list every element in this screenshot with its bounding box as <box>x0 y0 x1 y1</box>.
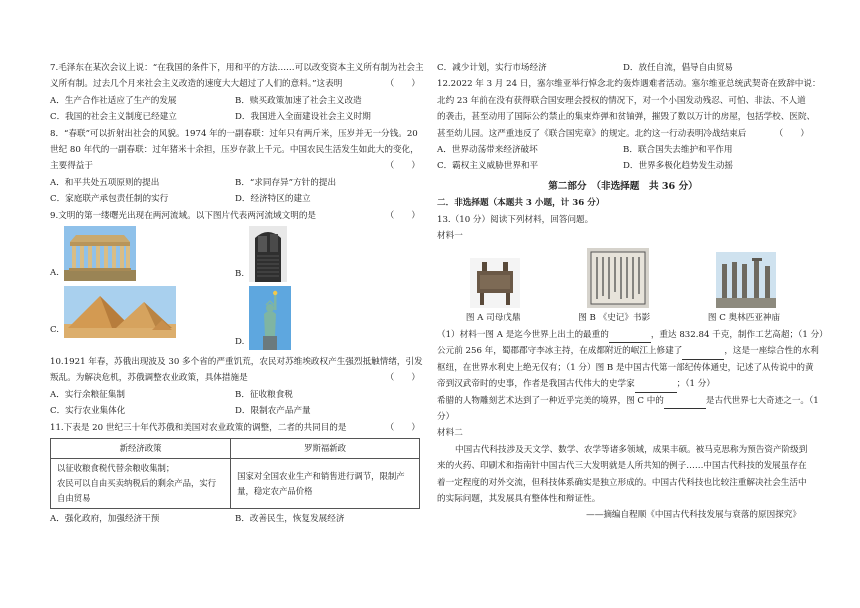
q10-option-b[interactable]: B．征收粮食税 <box>235 389 293 400</box>
q11-option-b[interactable]: B．改善民生，恢复发展经济 <box>235 514 345 525</box>
q9-answer-paren: （ ） <box>385 210 420 221</box>
question-9 <box>50 208 420 352</box>
q13-part1-line-3: 枢纽，在世界水利史上绝无仅有；（1 分）图 B 是中国古代第一部纪传体通史，记述了从传说中的黄 <box>437 362 814 373</box>
material-two-text-1: 中国古代科技涉及天文学、数学、农学等诸多领域，成果丰硕。被马克思称为预告资产阶级到 <box>455 444 808 455</box>
material-two-label: 材料二 <box>437 428 463 439</box>
question-10 <box>50 354 423 420</box>
policy-comparison-table <box>50 438 420 509</box>
material-two-text-2: 来的火药、印刷术和指南针中国古代三大发明就是人所共知的例子……中国古代科技的发展虽存在 <box>437 461 807 472</box>
q11-option-d[interactable]: D．放任自流，倡导自由贸易 <box>623 63 734 73</box>
q7-options-row-1 <box>50 93 420 109</box>
q11-option-a[interactable]: A．强化政府，加强经济干预 <box>50 514 160 525</box>
bronze-ding-image <box>470 258 520 308</box>
material-one-figures <box>437 246 809 308</box>
question-12 <box>437 76 821 174</box>
table-cell-nep: 以征收粮食税代替余粮收集制； 农民可以自由买卖纳税后的剩余产品，实行 自由贸易 <box>51 459 231 509</box>
q13-part1-line-5: 希腊的人物雕刻艺术达到了一种近乎完美的境界，图 C 中的 是古代世界七大奇迹之一。（1 <box>437 393 809 409</box>
q13-part1-line-6: 分） <box>437 411 455 422</box>
q10-answer-paren: （ ） <box>385 373 420 384</box>
q12-option-b[interactable]: B．联合国失去维护和平作用 <box>623 145 733 156</box>
q7-stem-2: 义所有制。过去几个月来社会主义改造的速度大大超过了人们的意料。”这表明 <box>50 79 343 90</box>
q13-part1-line-1: （1）材料一图 A 是迄今世界上出土的最重的 ，重达 832.84 千克，制作工艺高超；（1 分） <box>437 327 809 343</box>
answer-blank-1[interactable] <box>609 332 651 343</box>
caption-figure-c: 图 C 奥林匹亚神庙 <box>707 313 781 324</box>
q7-options-row-2 <box>50 109 420 125</box>
table-header-nep: 新经济政策 <box>51 439 231 459</box>
q13-stem: 13.（10 分）阅读下列材料，回答问题。 <box>437 214 594 225</box>
shiji-book-image <box>587 248 649 308</box>
q12-option-c[interactable]: C．霸权主义威胁世界和平 <box>437 161 539 172</box>
q12-option-a[interactable]: A．世界动荡带来经济破坏 <box>437 145 538 156</box>
q8-option-d[interactable]: D．经济特区的建立 <box>235 194 311 205</box>
q7-option-c[interactable]: C．我国的社会主义制度已经建立 <box>50 112 177 123</box>
caption-figure-b: 图 B 《史记》书影 <box>578 313 651 324</box>
q7-answer-paren: （ ） <box>385 79 420 90</box>
table-header-new-deal: 罗斯福新政 <box>231 439 420 459</box>
right-column <box>437 60 828 524</box>
q10-stem-2: 叛乱。为解决危机，苏俄调整农业政策，具体措施是 <box>50 373 248 384</box>
q12-stem-4: 甚至幼儿园。这严重违反了《联合国宪章》的规定。北约这一行动表明冷战结束后 <box>437 128 747 139</box>
question-7 <box>50 60 424 126</box>
question-13 <box>437 212 828 524</box>
pyramids-image[interactable] <box>64 286 176 338</box>
q8-stem-1: 8．“春联”可以折射出社会的风貌。1974 年的一副春联：过年只有两斤米，压岁并无一分钱。20 <box>50 128 418 139</box>
q12-stem-1: 12.2022 年 3 月 24 日，塞尔维亚举行悼念北约轰炸遇难者活动。塞尔维亚总统武契奇在致辞中说： <box>437 79 821 90</box>
q9-option-d[interactable]: D. <box>235 336 245 347</box>
q9-option-c[interactable]: C. <box>50 324 60 335</box>
material-one-label: 材料一 <box>437 231 463 242</box>
q10-stem-1: 10.1921 年春，苏俄出现波及 30 多个省的严重饥荒，农民对苏维埃政权产生强烈抵触情绪，引发 <box>50 357 423 368</box>
hammurabi-stele-image[interactable] <box>249 226 287 282</box>
q7-option-a[interactable]: A．生产合作社适应了生产的发展 <box>50 95 177 106</box>
material-two-source: ——摘编自程顺《中国古代科技发展与衰落的原因探究》 <box>586 510 801 521</box>
q12-stem-3: 的袭击，甚至动用了国际公约禁止的集束炸弹和贫铀弹，摧毁了数以万计的房屋，包括学校、医院、 <box>437 112 816 123</box>
q9-stem: 9.文明的第一缕曙光出现在两河流域。以下图片代表两河流域文明的是 <box>50 210 317 221</box>
q12-option-d[interactable]: D．世界多极化趋势发生动摇 <box>623 161 734 172</box>
q8-answer-paren: （ ） <box>385 161 420 172</box>
q10-option-d[interactable]: D．限制农产品产量 <box>235 406 311 417</box>
q11-stem: 11.下表是 20 世纪三十年代苏俄和美国对农业政策的调整，二者的共同目的是 <box>50 422 347 433</box>
q12-stem-2: 北约 23 年前在没有获得联合国安理会授权的情况下，对一个小国发动残忍、可怕、非法、不人道 <box>437 95 806 106</box>
q13-part1-line-4: 帝到汉武帝时的史事，作者是我国古代伟大的史学家 ；（1 分） <box>437 376 809 392</box>
olympia-temple-image <box>716 252 776 308</box>
q11-options-row-2 <box>437 60 809 76</box>
q8-stem-3: 主要得益于 <box>50 161 93 172</box>
q12-answer-paren: （ ） <box>774 128 809 139</box>
q11-answer-paren: （ ） <box>385 422 420 433</box>
q13-part1-line-2: 公元前 256 年，蜀郡郡守李冰主持，在成都附近的岷江上修建了 ，这是一座综合性的水利 <box>437 343 809 359</box>
statue-of-liberty-image[interactable] <box>249 286 291 350</box>
q7-option-d[interactable]: D．我国进入全面建设社会主义时期 <box>235 112 371 123</box>
part-two-subtitle: 二．非选择题（本题共 3 小题，计 36 分） <box>437 198 605 209</box>
part-two-title: 第二部分 （非选择题 共 36 分） <box>548 180 698 192</box>
question-8 <box>50 126 420 208</box>
q7-option-b[interactable]: B．赎买政策加速了社会主义改造 <box>235 95 362 106</box>
q9-option-b[interactable]: B. <box>235 268 245 279</box>
q10-option-c[interactable]: C．实行农业集体化 <box>50 406 126 417</box>
q8-stem-2: 世纪 80 年代的一副春联：过年猪米十余担，压岁存款上千元。中国农民生活发生如此大的变化， <box>50 145 419 156</box>
answer-blank-2[interactable] <box>682 349 724 360</box>
q8-option-a[interactable]: A．和平共处五项原则的提出 <box>50 177 160 188</box>
q10-option-a[interactable]: A．实行余粮征集制 <box>50 389 125 400</box>
answer-blank-3[interactable] <box>635 382 677 393</box>
material-two-text-3: 着一定程度的对外交流，但科技体系确实是独立形成的。中国古代科技也比较注重解决社会生活中 <box>437 477 807 488</box>
answer-blank-4[interactable] <box>664 398 706 409</box>
q9-option-a[interactable]: A. <box>50 267 59 278</box>
q8-option-c[interactable]: C．家庭联产承包责任制的实行 <box>50 194 169 205</box>
caption-figure-a: 图 A 司母戊鼎 <box>465 313 521 324</box>
table-cell-new-deal: 国家对全国农业生产和销售进行调节，限制产 量，稳定农产品价格 <box>231 459 420 509</box>
q7-stem-1: 7.毛泽东在某次会议上说：“在我国的条件下，用和平的方法……可以改变资本主义所有制为社会主 <box>50 63 424 73</box>
q11-option-c[interactable]: C．减少计划，实行市场经济 <box>437 63 547 73</box>
parthenon-image[interactable] <box>64 226 136 281</box>
q8-option-b[interactable]: B．“求同存异”方针的提出 <box>235 177 337 188</box>
material-two-text-4: 的实际问题，其发展具有整体性和辩证性。 <box>437 493 601 504</box>
left-column <box>50 60 424 528</box>
question-11 <box>50 420 420 528</box>
